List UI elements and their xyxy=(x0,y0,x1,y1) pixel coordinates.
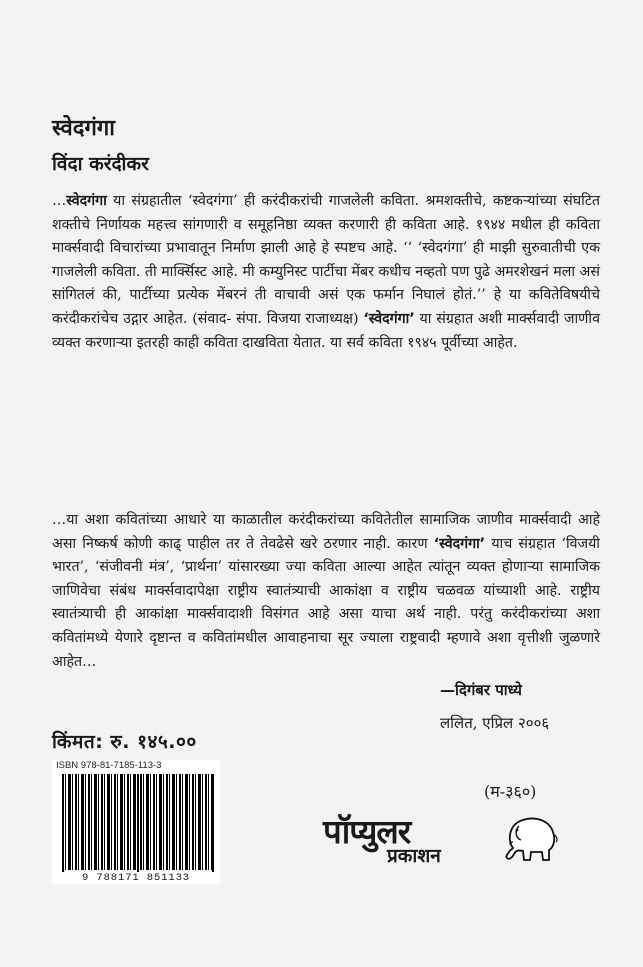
p2-text-c: याच संग्रहात ‘विजयी भारत’, ‘संजीवनी मंत्र’, ‘प्रार्थना’ यांसारख्या ज्या कविता आल्या आहेत त्यांतून व्यक्त होणाऱ्या सामाजिक जाणिवेचा संबंध मार्क्सवादापेक्षा राष्ट्रीय स्वातंत्र्याची आकांक्षा व राष्ट्रीय चळवळ यांच्याशी आहे. राष्ट्रीय स्वातंत्र्याची ही आकांक्षा मार्क्सवादाशी विसंगत आहे असा याचा अर्थ नाही. परंतु करंदीकरांच्या अशा कवितांमध्ये येणारे दृष्टान्त व कवितांमधील आवाहनाचा सूर ज्याला राष्ट्रवादी म्हणावे अशा वृत्तीशी जुळणारे आहेत… xyxy=(52,535,600,670)
isbn-text: ISBN 978-81-7185-113-3 xyxy=(56,760,162,771)
price: किंमत: रु. १४५.०० xyxy=(52,731,197,753)
paragraph-1 xyxy=(52,190,600,355)
p1-text-d: या संग्रहात अशी मार्क्सवादी जाणीव व्यक्त करणाऱ्या इतरही काही कविता दाखविता येतात. या सर्व कविता १९४५ पूर्वीच्या आहेत. xyxy=(52,310,600,351)
p2-text-a: …या अशा कवितांच्या आधारे या काळातील करंदीकरांच्या कवितेतील सामाजिक जाणीव मार्क्सवादी आहे असा निष्कर्ष कोणी काढ् पाहील तर ते तेवढेसे खरे ठरणार नाही. कारण xyxy=(52,512,600,552)
barcode-guard-left xyxy=(62,774,64,878)
barcode-guard-center xyxy=(137,774,139,878)
paragraph-2 xyxy=(52,509,600,674)
barcode-number: 9 788171 851133 xyxy=(52,872,220,884)
p2-bold: ‘स्वेदगंगा’ xyxy=(433,535,486,552)
quote-source: ललित, एप्रिल २००६ xyxy=(440,714,550,732)
p1-text-a: … xyxy=(52,193,67,209)
publisher-subname: प्रकाशन xyxy=(387,845,441,867)
publisher-name: पॉप्युलर xyxy=(323,812,411,851)
barcode-guard-right xyxy=(212,774,214,878)
p1-bold-2: ‘स्वेदगंगा’ xyxy=(363,310,415,327)
barcode xyxy=(52,760,220,884)
p1-bold-1: स्वेदगंगा xyxy=(66,193,107,209)
quote-signature: —दिगंबर पाध्ये xyxy=(440,681,522,699)
elephant-icon xyxy=(501,810,561,866)
p1-text-c: या संग्रहातील ‘स्वेदगंगा’ ही करंदीकरांची गाजलेली कविता. श्रमशक्तीचे, कष्टकऱ्यांच्या संघटित शक्तीचे निर्णायक महत्त्व सांगणारी व समूहनिष्ठा व्यक्त करणारी ही कविता आहे. १९४४ मधील ही कविता मार्क्सवादी विचारांच्या प्रभावातून निर्माण झाली आहे हे स्पष्टच आहे. ‘‘ ‘स्वेदगंगा’ ही माझी सुरुवातीची एक गाजलेली कविता. ती मार्क्सिस्ट आहे. मी कम्युनिस्ट पार्टीचा मेंबर कधीच नव्हतो पण पुढे अमरशेखनं मला असं सांगितलं की, पार्टीच्या प्रत्येक मेंबरनं ती वाचावी असं एक फर्मान निघालं होतं.’’ हे या कवितेविषयीचे करंदीकरांचेच उद्गार आहेत. (संवाद- संपा. विजया राजाध्यक्ष) xyxy=(52,193,600,327)
catalog-code: (म-३६०) xyxy=(484,782,537,801)
book-title: स्वेदगंगा xyxy=(52,116,115,141)
publisher-logo xyxy=(323,808,603,868)
author-name: विंदा करंदीकर xyxy=(52,153,149,175)
